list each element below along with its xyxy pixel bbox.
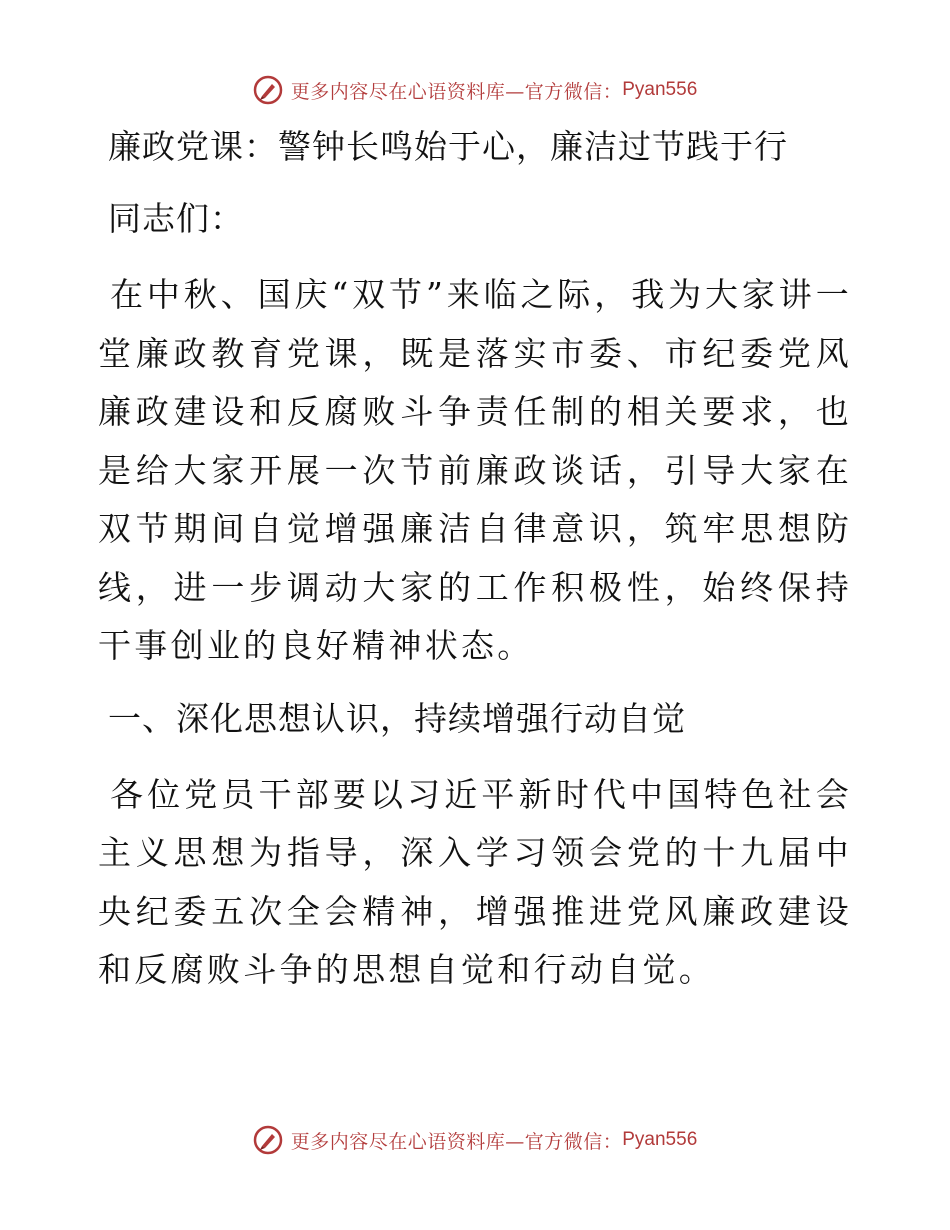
pen-logo-icon — [253, 75, 283, 105]
header-banner-wechat: Pyan556 — [622, 79, 698, 100]
header-banner — [0, 70, 950, 110]
section-1-heading: 一、深化思想认识，持续增强行动自觉 — [108, 698, 686, 738]
footer-banner-text: 更多内容尽在心语资料库—官方微信： — [290, 1130, 623, 1153]
greeting: 同志们： — [108, 199, 244, 238]
pen-logo-icon — [253, 1125, 283, 1155]
document-body — [98, 122, 852, 1000]
header-banner-text: 更多内容尽在心语资料库—官方微信： — [290, 80, 623, 103]
paragraph-2: 各位党员干部要以习近平新时代中国特色社会主义思想为指导，深入学习领会党的十九届中央纪委五次全会精神，增强推进党风廉政建设和反腐败斗争的思想自觉和行动自觉。 — [98, 774, 852, 989]
document-title: 廉政党课：警钟长鸣始于心，廉洁过节践于行 — [108, 127, 788, 166]
footer-banner-wechat: Pyan556 — [622, 1129, 698, 1150]
footer-banner — [0, 1120, 950, 1160]
paragraph-1: 在中秋、国庆“双节”来临之际，我为大家讲一堂廉政教育党课，既是落实市委、市纪委党风廉政建设和反腐败斗争责任制的相关要求，也是给大家开展一次节前廉政谈话，引导大家在双节期间自觉增强廉洁自律意识，筑牢思想防线，进一步调动大家的工作积极性，始终保持干事创业的良好精神状态。 — [98, 275, 852, 665]
